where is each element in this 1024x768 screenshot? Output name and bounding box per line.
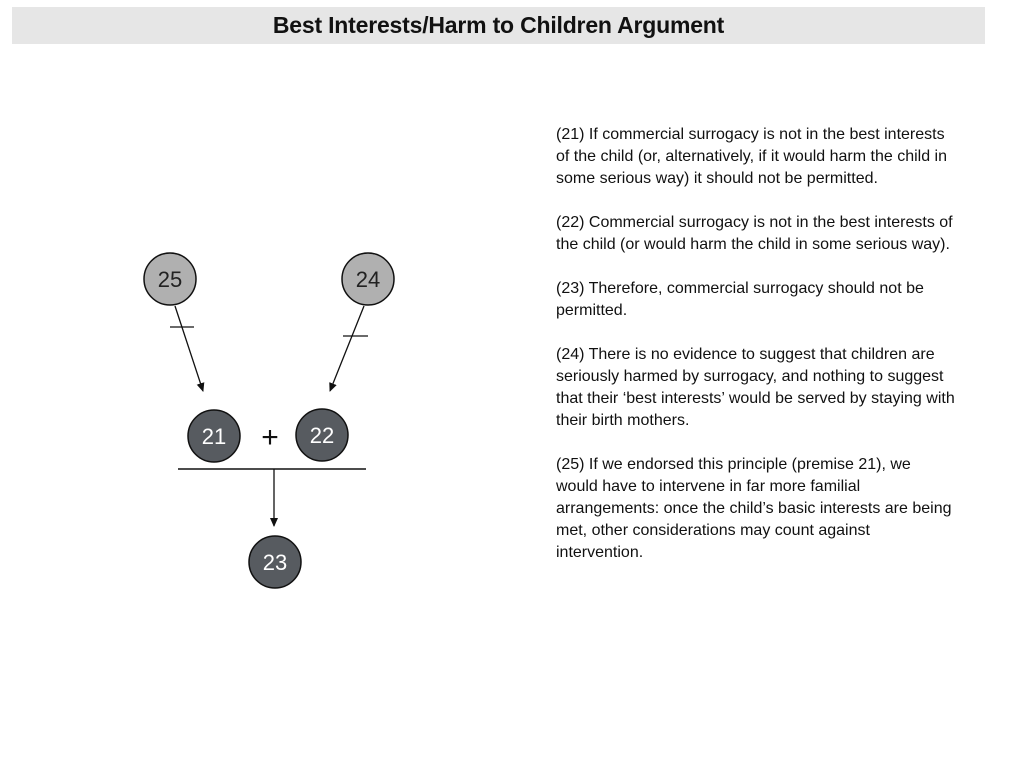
page-title: Best Interests/Harm to Children Argument: [272, 12, 725, 38]
plus-sign: +: [261, 421, 279, 454]
premise-25: (25) If we endorsed this principle (premise 21), we would have to intervene in far more familial arrangements: once the child’s basic interests are being met, other considerations may count against intervention.: [556, 456, 952, 561]
node-25: [144, 253, 196, 305]
objection-arrow-24-to-22: [330, 306, 364, 391]
premise-23: (23) Therefore, commercial surrogacy should not be permitted.: [556, 280, 924, 319]
node-24: [342, 253, 394, 305]
node-24-label: 24: [355, 267, 381, 292]
premise-list: [556, 124, 956, 586]
node-21-label: 21: [201, 424, 227, 449]
node-22-label: 22: [309, 423, 335, 448]
node-23: [249, 536, 301, 588]
node-23-label: 23: [262, 550, 288, 575]
premise-22: (22) Commercial surrogacy is not in the best interests of the child (or would harm the child in some serious way).: [556, 214, 953, 253]
premise-21: (21) If commercial surrogacy is not in the best interests of the child (or, alternatively, if it would harm the child in some serious way) it should not be permitted.: [556, 126, 947, 187]
node-22: [296, 409, 348, 461]
node-21: [188, 410, 240, 462]
node-25-label: 25: [157, 267, 183, 292]
premise-24: (24) There is no evidence to suggest that children are seriously harmed by surrogacy, and nothing to suggest that their ‘best interests’ would be served by staying with their birth mothers.: [556, 346, 955, 429]
objection-arrow-25-to-21: [175, 306, 203, 391]
